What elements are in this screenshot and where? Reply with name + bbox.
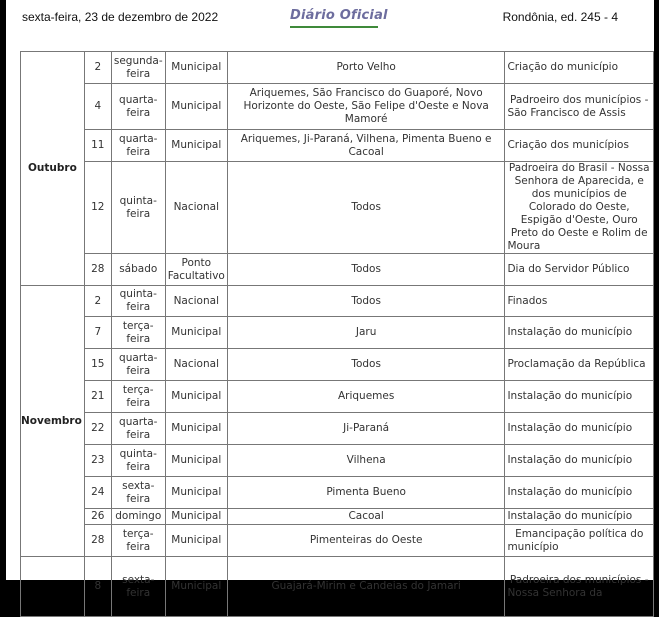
- type-cell: Municipal: [165, 413, 227, 445]
- places-cell: Ariquemes, São Francisco do Guaporé, Novo Horizonte do Oeste, São Felipe d'Oeste e Nova Mamoré: [227, 84, 505, 130]
- weekday-cell: quarta- feira: [111, 130, 165, 162]
- places-cell: Todos: [227, 162, 505, 254]
- table-row: [21, 557, 654, 617]
- places-cell: Ariquemes, Ji-Paraná, Vilhena, Pimenta Bueno e Cacoal: [227, 130, 505, 162]
- day-cell: 23: [84, 445, 111, 477]
- table-row: [21, 254, 654, 286]
- places-cell: Ji-Paraná: [227, 413, 505, 445]
- description-cell: Criação do município: [505, 52, 654, 84]
- table-row: [21, 349, 654, 381]
- weekday-cell: quinta- feira: [111, 445, 165, 477]
- description-cell: Instalação do município: [505, 317, 654, 349]
- table-row: [21, 381, 654, 413]
- weekday-cell: segunda- feira: [111, 52, 165, 84]
- places-cell: Vilhena: [227, 445, 505, 477]
- places-cell: Todos: [227, 286, 505, 317]
- description-cell: Criação dos municípios: [505, 130, 654, 162]
- header-date: sexta-feira, 23 de dezembro de 2022: [22, 10, 219, 24]
- weekday-cell: domingo: [111, 509, 165, 525]
- type-cell: Municipal: [165, 557, 227, 617]
- day-cell: 2: [84, 52, 111, 84]
- table-row: [21, 477, 654, 509]
- places-cell: Cacoal: [227, 509, 505, 525]
- weekday-cell: quarta- feira: [111, 84, 165, 130]
- description-cell: Proclamação da República: [505, 349, 654, 381]
- type-cell: Nacional: [165, 162, 227, 254]
- type-cell: Municipal: [165, 509, 227, 525]
- description-cell: Instalação do município: [505, 445, 654, 477]
- type-cell: Municipal: [165, 84, 227, 130]
- places-cell: Ariquemes: [227, 381, 505, 413]
- day-cell: 28: [84, 525, 111, 557]
- day-cell: 28: [84, 254, 111, 286]
- type-cell: Municipal: [165, 317, 227, 349]
- day-cell: 21: [84, 381, 111, 413]
- month-cell: Outubro: [21, 52, 85, 286]
- description-cell: Padroeira dos municípios - Nossa Senhora da: [505, 557, 654, 617]
- places-cell: Pimenta Bueno: [227, 477, 505, 509]
- table-row: [21, 286, 654, 317]
- header-title: Diário Oficial: [290, 8, 388, 23]
- table-row: [21, 84, 654, 130]
- description-cell: Instalação do município: [505, 477, 654, 509]
- month-cell: Novembro: [21, 286, 85, 557]
- places-cell: Pimenteiras do Oeste: [227, 525, 505, 557]
- day-cell: 8: [84, 557, 111, 617]
- weekday-cell: quarta- feira: [111, 349, 165, 381]
- places-cell: Todos: [227, 254, 505, 286]
- day-cell: 4: [84, 84, 111, 130]
- table-row: [21, 525, 654, 557]
- description-cell: Instalação do município: [505, 413, 654, 445]
- places-cell: Porto Velho: [227, 52, 505, 84]
- description-cell: Emancipação política do município: [505, 525, 654, 557]
- day-cell: 7: [84, 317, 111, 349]
- weekday-cell: quinta- feira: [111, 162, 165, 254]
- description-cell: Instalação do município: [505, 381, 654, 413]
- day-cell: 2: [84, 286, 111, 317]
- document-page: [6, 0, 654, 599]
- weekday-cell: terça- feira: [111, 317, 165, 349]
- day-cell: 11: [84, 130, 111, 162]
- type-cell: Municipal: [165, 525, 227, 557]
- day-cell: 12: [84, 162, 111, 254]
- type-cell: Municipal: [165, 381, 227, 413]
- weekday-cell: sexta- feira: [111, 557, 165, 617]
- table-row: [21, 445, 654, 477]
- weekday-cell: sexta- feira: [111, 477, 165, 509]
- weekday-cell: terça- feira: [111, 525, 165, 557]
- places-cell: Guajará-Mirim e Candeias do Jamari: [227, 557, 505, 617]
- description-cell: Instalação do município: [505, 509, 654, 525]
- day-cell: 24: [84, 477, 111, 509]
- day-cell: 26: [84, 509, 111, 525]
- month-cell: [21, 557, 85, 617]
- table-row: [21, 52, 654, 84]
- table-row: [21, 413, 654, 445]
- holidays-table: [20, 51, 654, 617]
- description-cell: Finados: [505, 286, 654, 317]
- header-edition: Rondônia, ed. 245 - 4: [502, 10, 618, 24]
- type-cell: Ponto Facultativo: [165, 254, 227, 286]
- places-cell: Jaru: [227, 317, 505, 349]
- type-cell: Nacional: [165, 286, 227, 317]
- type-cell: Municipal: [165, 52, 227, 84]
- weekday-cell: quinta- feira: [111, 286, 165, 317]
- page-header: [6, 0, 654, 40]
- table-row: [21, 509, 654, 525]
- weekday-cell: sábado: [111, 254, 165, 286]
- weekday-cell: terça- feira: [111, 381, 165, 413]
- type-cell: Nacional: [165, 349, 227, 381]
- day-cell: 22: [84, 413, 111, 445]
- table-row: [21, 162, 654, 254]
- header-title-underline: [290, 26, 378, 28]
- type-cell: Municipal: [165, 477, 227, 509]
- type-cell: Municipal: [165, 130, 227, 162]
- table-row: [21, 317, 654, 349]
- table-row: [21, 130, 654, 162]
- weekday-cell: quarta- feira: [111, 413, 165, 445]
- description-cell: Padroeiro dos municípios - São Francisco de Assis: [505, 84, 654, 130]
- day-cell: 15: [84, 349, 111, 381]
- description-cell: Dia do Servidor Público: [505, 254, 654, 286]
- description-cell: Padroeira do Brasil - Nossa Senhora de Aparecida, e dos municípios de Colorado do Oeste, Espigão d'Oeste, Ouro Preto do Oeste e Rolim de Moura: [505, 162, 654, 254]
- type-cell: Municipal: [165, 445, 227, 477]
- places-cell: Todos: [227, 349, 505, 381]
